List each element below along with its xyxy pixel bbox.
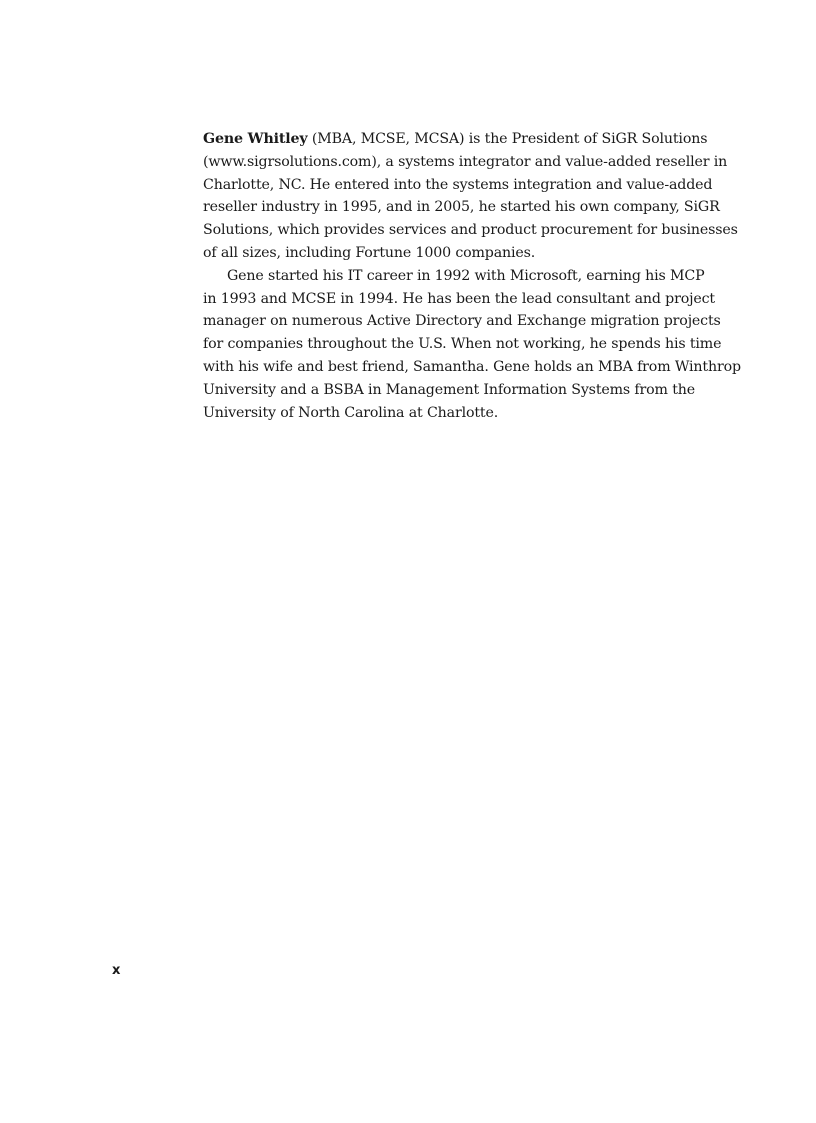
bio-line: in 1993 and MCSE in 1994. He has been the lead consultant and project — [203, 290, 715, 307]
bio-line: University and a BSBA in Management Information Systems from the — [203, 381, 695, 398]
bio-line: with his wife and best friend, Samantha. Gene holds an MBA from Winthrop — [203, 358, 741, 375]
bio-line: Charlotte, NC. He entered into the systems integration and value-added — [203, 176, 713, 193]
bio-line: reseller industry in 1995, and in 2005, he started his own company, SiGR — [203, 199, 720, 216]
author-name: Gene Whitley — [203, 131, 308, 147]
author-bio — [203, 128, 741, 424]
bio-line: University of North Carolina at Charlotte. — [203, 404, 499, 421]
bio-line: of all sizes, including Fortune 1000 companies. — [203, 244, 536, 261]
bio-line: for companies throughout the U.S. When not working, he spends his time — [203, 336, 722, 353]
bio-line: Gene started his IT career in 1992 with Microsoft, earning his MCP — [227, 267, 705, 284]
page-number: x — [112, 963, 121, 978]
bio-line: Solutions, which provides services and product procurement for businesses — [203, 222, 738, 239]
bio-line: manager on numerous Active Directory and Exchange migration projects — [203, 313, 721, 330]
bio-line: (www.sigrsolutions.com), a systems integrator and value-added reseller in — [203, 153, 728, 170]
bio-line: Gene Whitley (MBA, MCSE, MCSA) is the President of SiGR Solutions — [203, 131, 708, 147]
